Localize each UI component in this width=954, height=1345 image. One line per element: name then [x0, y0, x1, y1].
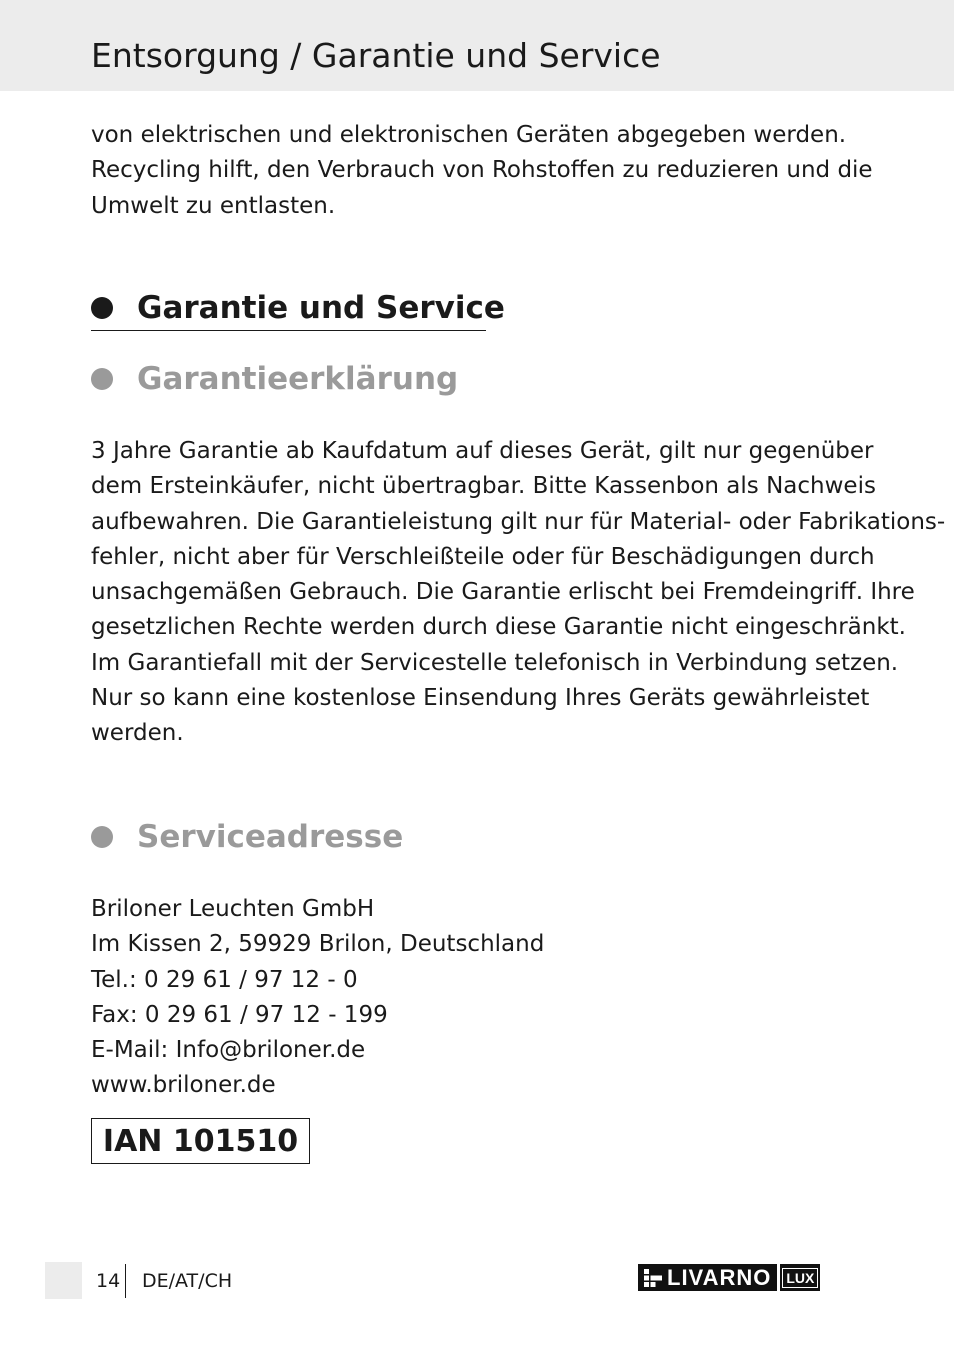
warranty-paragraph	[91, 434, 945, 752]
warranty-line: 3 Jahre Garantie ab Kaufdatum auf dieses Gerät, gilt nur gegenüber	[91, 438, 874, 464]
section-title-service: Garantie und Service	[137, 290, 505, 326]
intro-line: von elektrischen und elektronischen Geräten abgegeben werden.	[91, 122, 847, 148]
section-underline	[91, 330, 486, 331]
logo-main-block	[638, 1264, 777, 1291]
warranty-line: gesetzlichen Rechte werden durch diese Garantie nicht eingeschränkt.	[91, 614, 906, 641]
intro-line: Recycling hilft, den Verbrauch von Rohstoffen zu reduzieren und die	[91, 157, 873, 184]
ian-number: IAN 101510	[102, 1123, 299, 1159]
footer-tab	[45, 1262, 82, 1299]
warranty-line: dem Ersteinkäufer, nicht übertragbar. Bitte Kassenbon als Nachweis	[91, 473, 876, 500]
intro-line: Umwelt zu entlasten.	[91, 192, 336, 219]
bullet-icon	[91, 826, 113, 848]
section-title-warranty: Garantieerklärung	[137, 361, 459, 397]
footer-divider	[125, 1264, 126, 1298]
region-label: DE/AT/CH	[142, 1270, 233, 1292]
bullet-icon	[91, 368, 113, 390]
section-heading-service	[91, 288, 505, 328]
warranty-line: Nur so kann eine kostenlose Einsendung Ihres Geräts gewährleistet	[91, 685, 870, 712]
warranty-line: fehler, nicht aber für Verschleißteile oder für Beschädigungen durch	[91, 543, 875, 570]
ian-box	[91, 1118, 310, 1164]
warranty-line: werden.	[91, 720, 184, 747]
livarno-lux-logo	[638, 1264, 820, 1291]
warranty-line: Im Garantiefall mit der Servicestelle telefonisch in Verbindung setzen.	[91, 649, 899, 676]
logo-lux-text: LUX	[782, 1268, 818, 1288]
section-heading-address	[91, 817, 403, 857]
page-title: Entsorgung / Garantie und Service	[91, 36, 661, 75]
warranty-line: aufbewahren. Die Garantieleistung gilt nur für Material- oder Fabrikations-	[91, 508, 946, 535]
address-company: Briloner Leuchten GmbH	[91, 896, 375, 922]
page-number: 14	[96, 1270, 121, 1292]
address-street: Im Kissen 2, 59929 Brilon, Deutschland	[91, 931, 545, 958]
section-title-address: Serviceadresse	[137, 819, 404, 855]
section-heading-warranty	[91, 359, 458, 399]
address-fax: Fax: 0 29 61 / 97 12 - 199	[91, 1001, 388, 1028]
address-website[interactable]: www.briloner.de	[91, 1072, 276, 1099]
address-phone: Tel.: 0 29 61 / 97 12 - 0	[91, 966, 358, 993]
warranty-line: unsachgemäßen Gebrauch. Die Garantie erlischt bei Fremdeingriff. Ihre	[91, 579, 915, 606]
logo-lux-block	[780, 1264, 820, 1291]
address-email[interactable]: E-Mail: Info@briloner.de	[91, 1037, 366, 1064]
logo-wordmark: LIVARNO	[667, 1265, 772, 1290]
address-block	[91, 892, 544, 1104]
intro-paragraph	[91, 118, 873, 224]
logo-grid-icon	[644, 1269, 662, 1287]
bullet-icon	[91, 297, 113, 319]
